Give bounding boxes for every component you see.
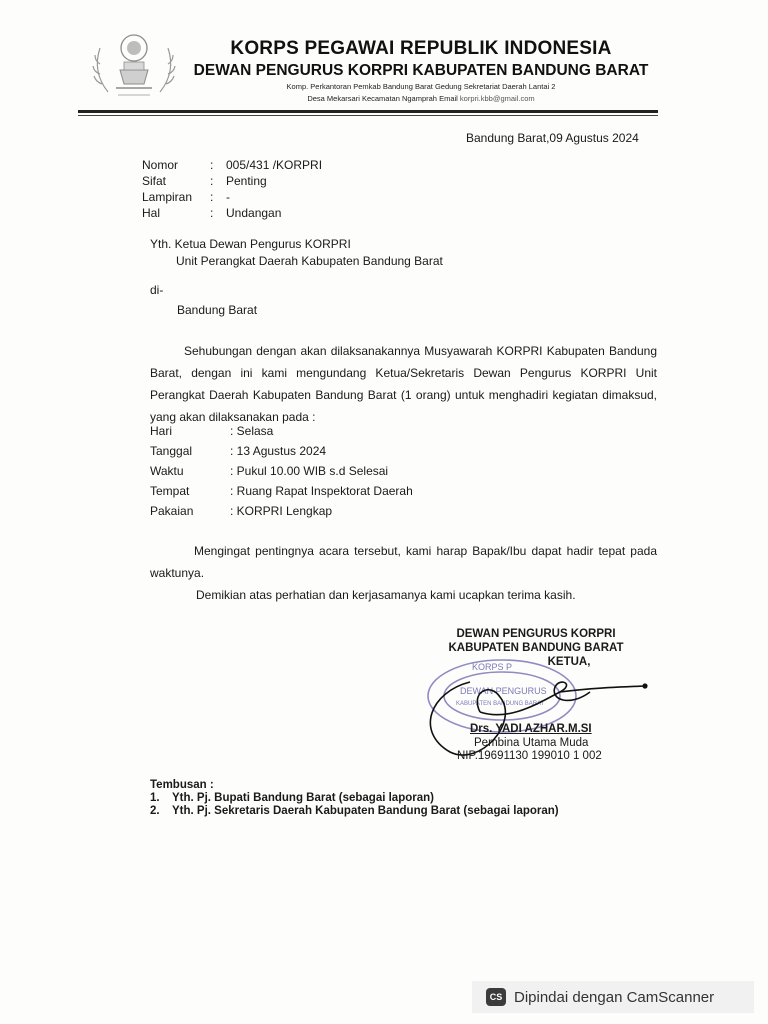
meta-colon: :: [210, 158, 214, 172]
cc-item: [150, 805, 559, 818]
watermark-text: Dipindai dengan CamScanner: [514, 988, 715, 1006]
meta-label: Sifat: [142, 174, 167, 188]
letterhead-email: korpri.kbb@gmail.com: [459, 94, 535, 103]
letterhead-rule-thin: [78, 115, 658, 116]
letterhead-address-2: [186, 94, 656, 104]
detail-row: [150, 501, 413, 521]
detail-label: Waktu: [150, 464, 184, 478]
signatory-name: Drs. YADI AZHAR.M.SI: [470, 723, 592, 735]
cc-item: [150, 792, 559, 805]
letterhead-address-2-text: Desa Mekarsari Kecamatan Ngamprah Email: [307, 94, 458, 103]
closing-paragraph-2: Demikian atas perhatian dan kerjasamanya kami ucapkan terima kasih.: [196, 588, 576, 602]
destination-city: Bandung Barat: [177, 303, 258, 317]
detail-value: : Selasa: [230, 424, 274, 438]
cc-number: 2.: [150, 805, 160, 817]
signature-org-1: DEWAN PENGURUS KORPRI: [456, 628, 616, 640]
detail-row: [150, 441, 413, 461]
letter-meta: [142, 157, 322, 221]
meta-colon: :: [210, 206, 214, 220]
signatory-rank: Pembina Utama Muda: [474, 737, 589, 749]
letterhead-address-1: Komp. Perkantoran Pemkab Bandung Barat Gedung Sekretariat Daerah Lantai 2: [286, 82, 556, 91]
camscanner-watermark: [472, 981, 754, 1013]
meta-row: [142, 157, 322, 173]
detail-value: : Ruang Rapat Inspektorat Daerah: [230, 484, 413, 498]
meta-colon: :: [210, 174, 214, 188]
cc-title: Tembusan :: [150, 779, 214, 791]
meta-row: [142, 173, 322, 189]
closing: [150, 540, 657, 606]
carbon-copy: [150, 779, 559, 818]
event-details: [150, 421, 413, 521]
letter-body: [150, 340, 657, 428]
cc-text: Yth. Pj. Bupati Bandung Barat (sebagai laporan): [172, 792, 434, 804]
detail-value: : 13 Agustus 2024: [230, 444, 327, 458]
meta-label: Nomor: [142, 158, 179, 172]
detail-value: : KORPRI Lengkap: [230, 504, 333, 518]
addressee-line-2: Unit Perangkat Daerah Kabupaten Bandung Barat: [176, 254, 443, 268]
stamp-text-mid: DEWAN PENGURUS: [460, 686, 547, 696]
camscanner-icon: CS: [486, 988, 506, 1006]
detail-row: [150, 461, 413, 481]
meta-label: Lampiran: [142, 190, 193, 204]
detail-label: Tempat: [150, 484, 190, 498]
korpri-logo-icon: [86, 22, 182, 102]
destination-di: di-: [150, 283, 164, 297]
meta-value: 005/431 /KORPRI: [226, 158, 323, 172]
meta-label: Hal: [142, 206, 161, 220]
detail-label: Tanggal: [150, 444, 193, 458]
signatory-nip: NIP.19691130 199010 1 002: [457, 750, 602, 762]
cc-text: Yth. Pj. Sekretaris Daerah Kabupaten Bandung Barat (sebagai laporan): [172, 805, 559, 817]
letterhead: [186, 38, 656, 104]
signature-org-2: KABUPATEN BANDUNG BARAT: [448, 642, 624, 654]
detail-row: [150, 481, 413, 501]
closing-paragraph-1: Mengingat pentingnya acara tersebut, kami harap Bapak/Ibu dapat hadir tepat pada waktunya.: [150, 544, 657, 580]
addressee: [150, 236, 443, 270]
detail-label: Pakaian: [150, 504, 194, 518]
stamp-text-low: KABUPATEN BANDUNG BARAT: [456, 701, 545, 707]
body-paragraph: Sehubungan dengan akan dilaksanakannya Musyawarah KORPRI Kabupaten Bandung Barat, dengan ini kami mengundang Ketua/Sekretaris Dewan Pengurus KORPRI Unit Perangkat Daerah Kabupaten Bandung Barat (1 orang) untuk menghadiri kegiatan dimaksud, yang akan dilaksanakan pada :: [150, 344, 657, 424]
signature-role: KETUA,: [547, 656, 591, 668]
cc-number: 1.: [150, 792, 160, 804]
meta-row: [142, 189, 322, 205]
meta-value: -: [226, 190, 230, 204]
meta-value: Undangan: [226, 206, 282, 220]
destination: [150, 282, 257, 319]
addressee-line-1: Yth. Ketua Dewan Pengurus KORPRI: [150, 237, 351, 251]
stamp-text-top: KORPS P: [472, 662, 513, 672]
letterhead-subtitle: DEWAN PENGURUS KORPRI KABUPATEN BANDUNG BARAT: [193, 62, 649, 79]
letter-date: Bandung Barat,09 Agustus 2024: [466, 131, 639, 145]
detail-value: : Pukul 10.00 WIB s.d Selesai: [230, 464, 389, 478]
meta-colon: :: [210, 190, 214, 204]
letterhead-title: KORPS PEGAWAI REPUBLIK INDONESIA: [230, 38, 612, 59]
letterhead-rule-thick: [78, 110, 658, 113]
detail-row: [150, 421, 413, 441]
meta-row: [142, 205, 322, 221]
meta-value: Penting: [226, 174, 267, 188]
detail-label: Hari: [150, 424, 173, 438]
